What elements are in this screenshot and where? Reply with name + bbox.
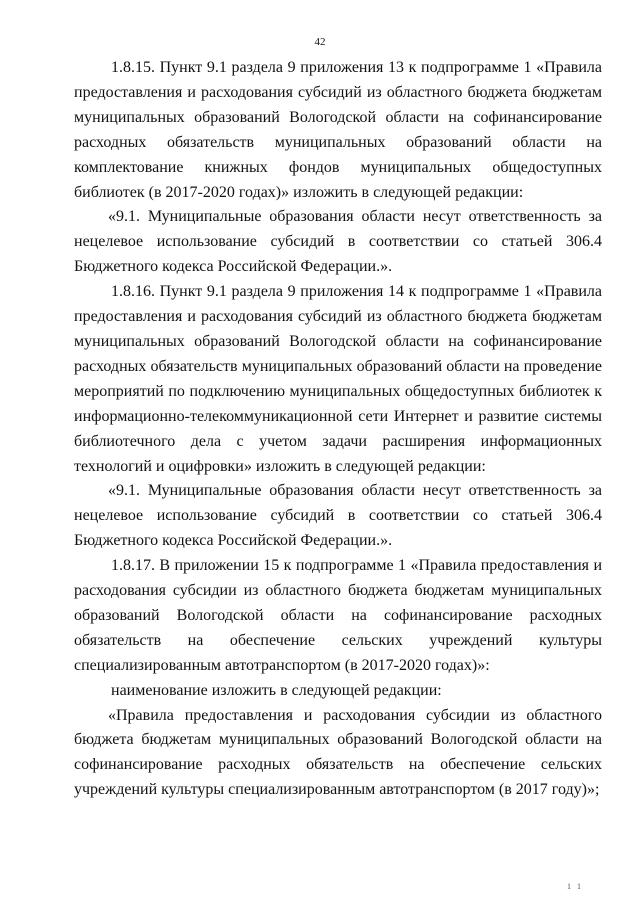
document-body: [74, 56, 602, 803]
paragraph-1-8-17: 1.8.17. В приложении 15 к подпрограмме 1 «Правила предоставления и расходования субсидии из областного бюджета бюджетам муниципальных образований Вологодской области на софинансирование расходных обязательств на обеспечение сельских учреждений культуры специализированным автотранспортом (в 2017-2020 годах)»:: [74, 557, 602, 674]
quoted-rules-title: «Правила предоставления и расходования субсидии из областного бюджета бюджетам муниципальных образований Вологодской области на софинансирование расходных обязательств на обеспечение сельских учреждений культуры специализированным автотранспортом (в 2017 году)»;: [74, 706, 602, 799]
paragraph-1-8-15: 1.8.15. Пункт 9.1 раздела 9 приложения 13 к подпрограмме 1 «Правила предоставления и расходования субсидий из областного бюджета бюджетам муниципальных образований Вологодской области на софинансирование расходных обязательств муниципальных образований области на комплектование книжных фондов муниципальных общедоступных библиотек (в 2017-2020 годах)» изложить в следующей редакции:: [74, 59, 602, 201]
quoted-clause-9-1-second: «9.1. Муниципальные образования области несут ответственность за нецелевое использование субсидий в соответствии со статьей 306.4 Бюджетного кодекса Российской Федерации.».: [74, 482, 602, 550]
page-number: 42: [314, 36, 326, 48]
paragraph-1-8-16: 1.8.16. Пункт 9.1 раздела 9 приложения 14 к подпрограмме 1 «Правила предоставления и расходования субсидий из областного бюджета бюджетам муниципальных образований Вологодской области на софинансирование расходных обязательств муниципальных образований области на проведение мероприятий по подключению муниципальных общедоступных библиотек к информационно-телекоммуникационной сети Интернет и развитие системы библиотечного дела с учетом задачи расширения информационных технологий и оцифровки» изложить в следующей редакции:: [74, 283, 602, 475]
quoted-clause-9-1-first: «9.1. Муниципальные образования области несут ответственность за нецелевое использование субсидий в соответствии со статьей 306.4 Бюджетного кодекса Российской Федерации.».: [74, 208, 602, 276]
paragraph-naming-instruction: наименование изложить в следующей редакции:: [111, 681, 442, 699]
corner-mark: 1 1: [567, 882, 583, 891]
